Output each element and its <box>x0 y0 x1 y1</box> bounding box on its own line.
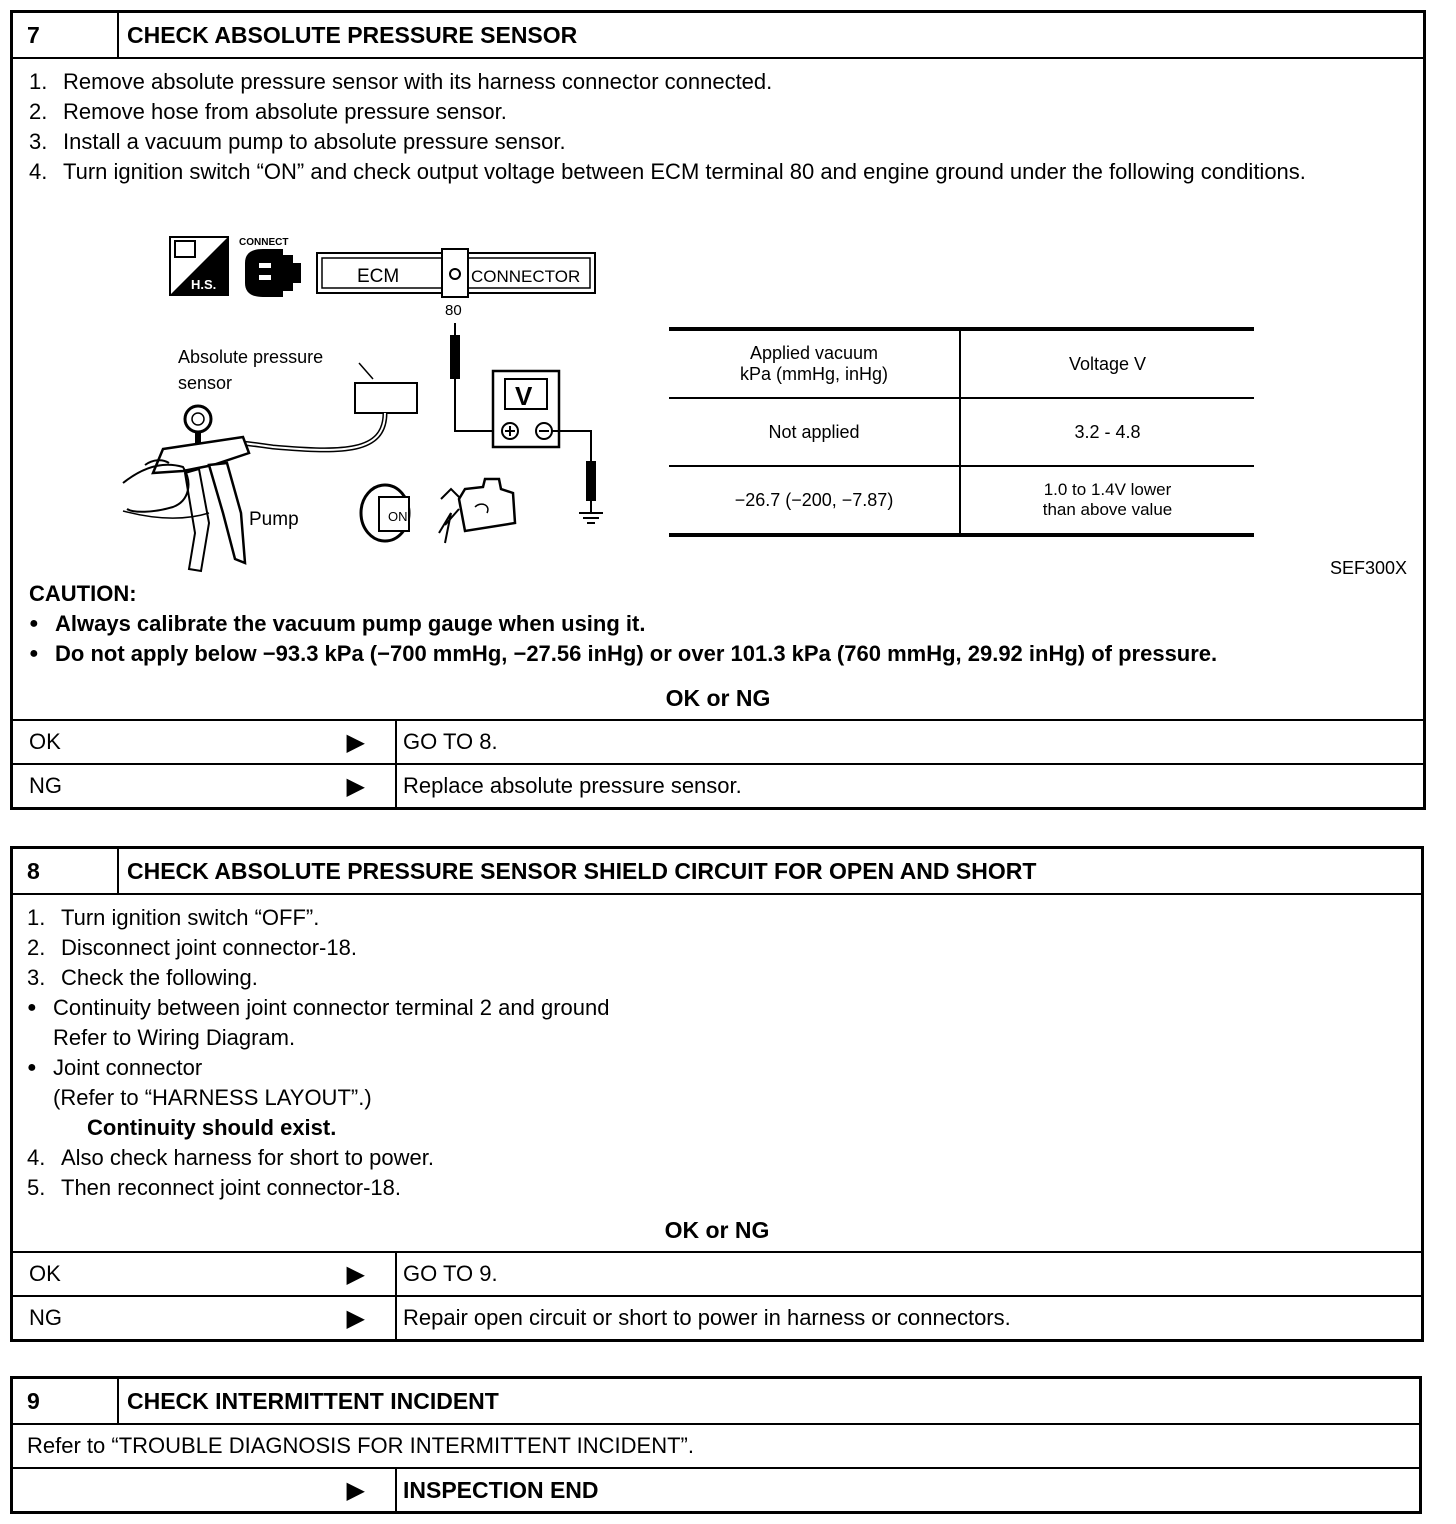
cell-vacuum: −26.7 (−200, −7.87) <box>669 466 960 535</box>
caution-item: ● Always calibrate the vacuum pump gauge when using it. <box>29 609 1413 639</box>
wiring-diagram <box>13 13 673 593</box>
ok-or-ng-label: OK or NG <box>665 685 771 711</box>
table-row <box>669 398 1254 466</box>
terminal-number: 80 <box>445 302 462 319</box>
step-title: CHECK ABSOLUTE PRESSURE SENSOR SHIELD CIRCUIT FOR OPEN AND SHORT <box>127 857 1037 884</box>
step-9-box <box>10 1376 1422 1514</box>
step-title: CHECK ABSOLUTE PRESSURE SENSOR <box>127 21 578 48</box>
voltmeter-icon <box>493 371 559 447</box>
caution-title: CAUTION: <box>29 581 137 606</box>
step-number: 9 <box>13 1379 119 1423</box>
pump-label: Pump <box>249 509 299 530</box>
switch-label: ON <box>388 509 408 524</box>
ok-or-ng-label: OK or NG <box>664 1217 770 1243</box>
arrow-right-icon: ▶ <box>346 1476 365 1504</box>
result-row-end <box>13 1467 1419 1511</box>
instruction-item: 3. Install a vacuum pump to absolute pressure sensor. <box>29 129 566 154</box>
instruction-item: 1. Turn ignition switch “OFF”. <box>27 905 320 930</box>
arrow-right-icon: ▶ <box>346 772 365 800</box>
result-action: GO TO 9. <box>403 1261 498 1286</box>
arrow-right-icon: ▶ <box>346 728 365 756</box>
result-label: OK <box>29 729 61 754</box>
result-label: NG <box>29 773 62 798</box>
result-row-ng <box>13 1295 1421 1339</box>
step-8-box <box>10 846 1424 1342</box>
sensor-label-line1: Absolute pressure <box>178 347 324 367</box>
result-label: OK <box>29 1261 61 1286</box>
instruction-item: 2. Disconnect joint connector-18. <box>27 935 357 960</box>
step-title: CHECK INTERMITTENT INCIDENT <box>127 1387 499 1414</box>
step-8-header <box>13 849 1421 895</box>
cell-voltage: 3.2 - 4.8 <box>960 398 1254 466</box>
instruction-item: 5. Then reconnect joint connector-18. <box>27 1175 401 1200</box>
header-applied-vacuum: Applied vacuum kPa (mmHg, inHg) <box>669 329 960 398</box>
instruction-item: 4. Also check harness for short to power. <box>27 1145 434 1170</box>
step-8-instructions <box>13 895 1421 1203</box>
figure-code: SEF300X <box>1329 558 1407 578</box>
meter-label: V <box>515 381 533 411</box>
ecm-label: ECM <box>357 266 400 287</box>
caution-block <box>29 579 1413 669</box>
result-row-ng <box>13 763 1423 807</box>
step-7-box <box>10 10 1426 810</box>
engine-icon <box>439 479 515 543</box>
step-number: 7 <box>13 13 119 57</box>
check-item: ● Continuity between joint connector terminal 2 and ground Refer to Wiring Diagram. <box>27 993 1405 1053</box>
step-number: 8 <box>13 849 119 893</box>
table-row <box>669 466 1254 535</box>
instruction-item: 2. Remove hose from absolute pressure sensor. <box>29 99 507 124</box>
table-header-row <box>669 329 1254 398</box>
step-9-instruction: Refer to “TROUBLE DIAGNOSIS FOR INTERMITTENT INCIDENT”. <box>27 1433 694 1458</box>
arrow-right-icon: ▶ <box>346 1304 365 1332</box>
vacuum-pump-icon <box>123 406 299 571</box>
pressure-sensor <box>178 347 417 450</box>
connector-label: CONNECTOR <box>471 267 581 286</box>
check-item: ● Joint connector (Refer to “HARNESS LAYOUT”.) <box>27 1053 1405 1113</box>
arrow-right-icon: ▶ <box>346 1260 365 1288</box>
inspection-end-label: INSPECTION END <box>403 1476 599 1503</box>
ecm-connector <box>317 249 595 319</box>
voltage-table <box>669 327 1254 537</box>
hs-label: H.S. <box>191 277 217 292</box>
bullet-icon: ● <box>29 645 39 662</box>
step-9-header <box>13 1379 1419 1425</box>
bullet-icon: ● <box>27 999 37 1016</box>
cell-vacuum: Not applied <box>669 398 960 466</box>
continuity-note: Continuity should exist. <box>87 1115 337 1140</box>
step-8-results <box>13 1209 1421 1339</box>
instruction-item: 3. Check the following. <box>27 965 258 990</box>
result-action: GO TO 8. <box>403 729 498 754</box>
bullet-icon: ● <box>27 1059 37 1076</box>
cell-voltage: 1.0 to 1.4V lower than above value <box>960 466 1254 535</box>
header-voltage: Voltage V <box>960 329 1254 398</box>
step-7-results <box>13 677 1423 807</box>
result-action: Replace absolute pressure sensor. <box>403 773 742 798</box>
bullet-icon: ● <box>29 615 39 632</box>
instruction-item: 1. Remove absolute pressure sensor with its harness connector connected. <box>29 69 773 94</box>
result-row-ok <box>13 1251 1421 1295</box>
result-action: Repair open circuit or short to power in harness or connectors. <box>403 1305 1011 1330</box>
result-label: NG <box>29 1305 62 1330</box>
harness-icon <box>170 237 228 295</box>
sensor-label-line2: sensor <box>178 373 233 393</box>
instruction-item: 4. Turn ignition switch “ON” and check output voltage between ECM terminal 80 and engine ground under the following conditions. <box>29 159 1306 184</box>
connect-label: CONNECT <box>239 237 289 248</box>
connect-icon <box>239 237 301 297</box>
ignition-switch-icon <box>361 485 409 541</box>
result-row-ok <box>13 719 1423 763</box>
caution-item: ● Do not apply below −93.3 kPa (−700 mmHg, −27.56 inHg) or over 101.3 kPa (760 mmHg, 29.92 inHg) of pressure. <box>29 639 1413 669</box>
